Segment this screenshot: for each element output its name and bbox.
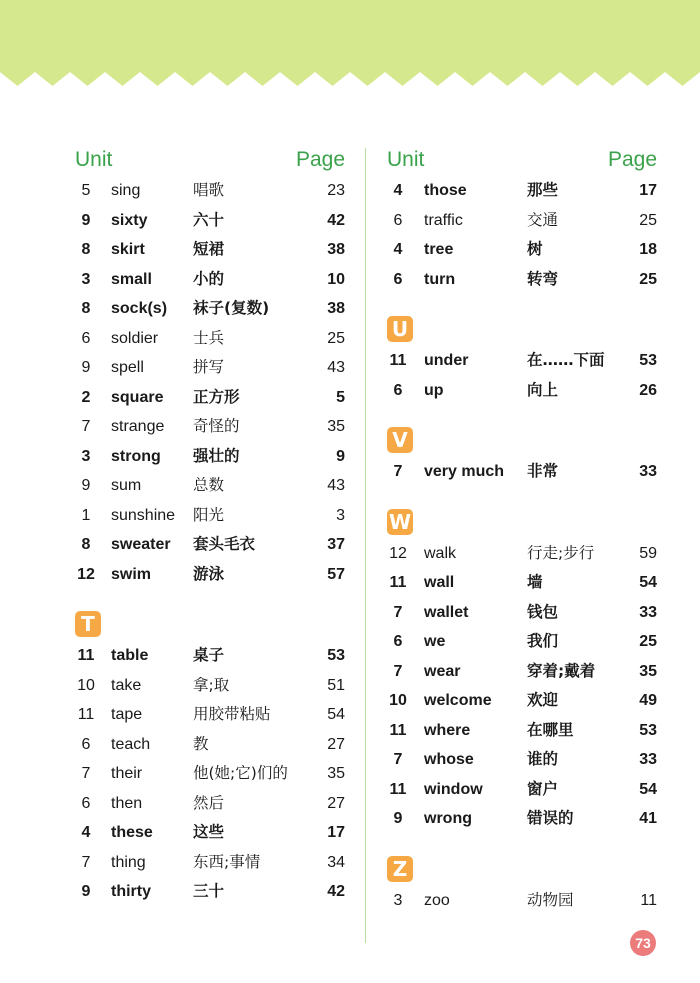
vocab-row	[387, 539, 657, 569]
english-word: welcome	[424, 692, 492, 709]
vocab-row	[75, 265, 345, 295]
unit-header: Unit	[387, 148, 425, 171]
chinese-meaning: 他(她;它)们的	[193, 764, 288, 782]
vocab-row	[75, 383, 345, 413]
vocab-row	[75, 560, 345, 590]
chinese-meaning: 阳光	[193, 505, 225, 524]
english-word: turn	[424, 270, 456, 288]
english-word: tape	[111, 706, 143, 723]
vocab-row	[75, 324, 345, 354]
page-ref: 51	[327, 676, 345, 694]
english-word: strong	[111, 447, 161, 465]
unit-header: Unit	[75, 148, 113, 171]
unit-number: 4	[393, 241, 403, 258]
chinese-meaning: 错误的	[527, 809, 574, 827]
unit-number: 11	[389, 721, 407, 739]
chinese-meaning: 唱歌	[193, 181, 225, 199]
chinese-meaning: 奇怪的	[193, 417, 240, 435]
vocab-row	[75, 412, 345, 442]
chinese-meaning: 短裙	[193, 240, 225, 258]
page-ref: 9	[336, 447, 345, 465]
page-ref: 43	[327, 359, 345, 376]
chinese-meaning: 向上	[527, 380, 559, 399]
english-word: sum	[111, 477, 142, 494]
chinese-meaning: 那些	[527, 181, 559, 199]
page-ref: 11	[640, 891, 657, 909]
vocab-row	[75, 294, 345, 324]
page-ref: 27	[327, 735, 345, 753]
english-word: wall	[424, 574, 455, 591]
chinese-meaning: 非常	[527, 462, 559, 480]
english-word: wear	[424, 662, 461, 680]
chinese-meaning: 强壮的	[193, 446, 240, 465]
left-column	[75, 146, 345, 907]
page-ref: 27	[327, 794, 345, 812]
vocab-row	[75, 442, 345, 472]
unit-number: 3	[81, 447, 91, 465]
w-section	[387, 539, 657, 834]
vocab-row	[75, 848, 345, 878]
unit-number: 6	[81, 794, 91, 812]
vocab-row	[387, 686, 657, 716]
chinese-meaning: 行走;步行	[527, 543, 595, 562]
unit-number: 11	[77, 647, 95, 664]
unit-number: 4	[393, 182, 403, 199]
unit-number: 9	[81, 477, 91, 494]
page-ref: 5	[336, 388, 345, 406]
vocab-row	[387, 886, 657, 916]
column-header	[387, 146, 657, 176]
chinese-meaning: 在……下面	[527, 351, 605, 369]
vocab-row	[75, 700, 345, 730]
vocab-row	[75, 789, 345, 819]
chinese-meaning: 交通	[527, 210, 559, 229]
page-ref: 57	[327, 565, 345, 583]
english-word: teach	[111, 735, 151, 753]
unit-number: 7	[81, 418, 91, 435]
english-word: wallet	[424, 603, 469, 621]
unit-number: 3	[393, 891, 403, 909]
vocab-row	[387, 775, 657, 805]
english-word: soldier	[111, 329, 159, 347]
english-word: where	[424, 721, 471, 739]
unit-number: 7	[393, 603, 403, 621]
page-ref: 35	[327, 418, 345, 435]
chinese-meaning: 拼写	[193, 358, 225, 376]
page-ref: 54	[327, 706, 345, 723]
english-word: sunshine	[111, 506, 176, 524]
column-divider	[365, 148, 366, 943]
unit-number: 7	[81, 765, 91, 782]
letter-badge-t: T	[75, 611, 101, 637]
vocab-row	[387, 265, 657, 295]
english-word: walk	[424, 544, 457, 562]
s-section	[75, 176, 345, 589]
unit-number: 1	[81, 506, 91, 524]
page-ref: 38	[327, 300, 345, 317]
vocab-row	[387, 376, 657, 406]
english-word: sing	[111, 182, 141, 199]
unit-number: 10	[389, 692, 407, 709]
english-word: these	[111, 824, 153, 841]
z-section	[387, 886, 657, 916]
vocab-row	[387, 745, 657, 775]
unit-number: 10	[77, 676, 95, 694]
page-ref: 34	[327, 853, 345, 871]
page-header: Page	[607, 148, 657, 171]
letter-badge-u: U	[387, 316, 413, 342]
letter-badge-w: W	[388, 509, 412, 534]
chinese-meaning: 士兵	[193, 328, 225, 347]
chinese-meaning: 欢迎	[527, 691, 559, 709]
page-ref: 54	[639, 574, 657, 591]
chinese-meaning: 谁的	[527, 750, 559, 768]
english-word: zoo	[424, 891, 450, 909]
column-header	[75, 146, 345, 176]
vocab-row	[75, 471, 345, 501]
english-word: sweater	[111, 536, 171, 553]
english-word: very much	[424, 463, 505, 480]
chinese-meaning: 东西;事情	[193, 852, 261, 871]
vocab-row	[75, 759, 345, 789]
english-word: under	[424, 352, 469, 369]
english-word: traffic	[424, 211, 463, 229]
chinese-meaning: 小的	[193, 269, 225, 288]
page-ref: 53	[639, 352, 657, 369]
page-ref: 35	[327, 765, 345, 782]
chinese-meaning: 用胶带粘贴	[193, 705, 271, 723]
unit-number: 7	[81, 853, 91, 871]
vocab-row	[387, 568, 657, 598]
chinese-meaning: 三十	[193, 882, 225, 900]
page-ref: 53	[639, 721, 657, 739]
right-column	[387, 146, 657, 915]
vocab-row	[387, 804, 657, 834]
page-ref: 23	[327, 182, 345, 199]
page-ref: 26	[639, 381, 657, 399]
t-section	[75, 641, 345, 907]
chinese-meaning: 总数	[193, 476, 225, 494]
vocab-row	[75, 353, 345, 383]
chinese-meaning: 转弯	[527, 269, 559, 288]
page-ref: 18	[639, 241, 657, 258]
page-ref: 33	[639, 751, 657, 768]
page-ref: 42	[327, 883, 345, 900]
page-ref: 33	[639, 603, 657, 621]
english-word: wrong	[424, 810, 472, 827]
page-ref: 41	[639, 810, 657, 827]
english-word: thirty	[111, 883, 151, 900]
english-word: window	[424, 780, 483, 798]
unit-number: 2	[81, 388, 91, 406]
vocab-row	[387, 657, 657, 687]
t-section-cont	[387, 176, 657, 294]
u-section	[387, 346, 657, 405]
top-banner	[0, 0, 700, 90]
chinese-meaning: 拿;取	[193, 675, 230, 694]
english-word: we	[424, 633, 446, 650]
vocab-row	[75, 501, 345, 531]
english-word: spell	[111, 359, 144, 376]
english-word: up	[424, 381, 444, 399]
unit-number: 6	[81, 735, 91, 753]
english-word: thing	[111, 853, 146, 871]
chinese-meaning: 树	[527, 240, 543, 258]
vocab-row	[75, 641, 345, 671]
vocab-row	[387, 346, 657, 376]
page-ref: 25	[639, 211, 657, 229]
unit-number: 6	[393, 633, 403, 650]
chinese-meaning: 我们	[527, 632, 559, 650]
v-section	[387, 457, 657, 487]
vocab-row	[387, 176, 657, 206]
chinese-meaning: 这些	[193, 823, 225, 841]
page-ref: 37	[327, 536, 345, 553]
chinese-meaning: 窗户	[527, 779, 559, 798]
vocab-row	[75, 530, 345, 560]
english-word: then	[111, 794, 143, 812]
vocab-row	[75, 818, 345, 848]
page-ref: 17	[639, 182, 657, 199]
vocab-row	[75, 730, 345, 760]
chinese-meaning: 然后	[193, 793, 225, 812]
page-ref: 59	[639, 544, 657, 562]
unit-number: 7	[393, 463, 403, 480]
chinese-meaning: 六十	[193, 210, 225, 229]
unit-number: 9	[393, 810, 403, 827]
english-word: skirt	[111, 241, 145, 258]
english-word: sixty	[111, 211, 148, 229]
chinese-meaning: 钱包	[527, 602, 559, 621]
chinese-meaning: 套头毛衣	[193, 535, 256, 553]
english-word: whose	[424, 751, 474, 768]
page-ref: 10	[327, 270, 345, 288]
english-word: square	[111, 388, 164, 406]
unit-number: 6	[393, 381, 403, 399]
vocab-row	[387, 457, 657, 487]
unit-number: 8	[81, 536, 91, 553]
page-ref: 38	[327, 241, 345, 258]
page-ref: 54	[639, 780, 657, 798]
letter-badge-v: V	[387, 427, 413, 453]
vocab-row	[75, 235, 345, 265]
vocab-row	[387, 235, 657, 265]
vocab-row	[75, 176, 345, 206]
unit-number: 8	[81, 300, 91, 317]
unit-number: 11	[77, 706, 95, 723]
vocab-row	[387, 716, 657, 746]
english-word: sock(s)	[111, 300, 168, 317]
unit-number: 9	[81, 359, 91, 376]
chinese-meaning: 教	[193, 734, 209, 753]
page-ref: 49	[639, 692, 657, 709]
unit-number: 6	[393, 211, 403, 229]
vocab-row	[75, 206, 345, 236]
unit-number: 11	[389, 780, 407, 798]
chinese-meaning: 动物园	[527, 890, 574, 909]
unit-number: 7	[393, 751, 403, 768]
unit-number: 11	[389, 574, 407, 591]
vocab-row	[75, 671, 345, 701]
english-word: swim	[111, 565, 152, 583]
unit-number: 8	[81, 241, 91, 258]
page-ref: 42	[327, 211, 345, 229]
chinese-meaning: 墙	[527, 573, 543, 591]
unit-number: 11	[389, 352, 407, 369]
page-ref: 43	[327, 477, 345, 494]
vocab-row	[387, 206, 657, 236]
vocab-row	[75, 877, 345, 907]
page-header: Page	[295, 148, 345, 171]
unit-number: 7	[393, 662, 403, 680]
page-ref: 33	[639, 463, 657, 480]
english-word: their	[111, 765, 143, 782]
unit-number: 6	[393, 270, 403, 288]
chinese-meaning: 正方形	[193, 387, 240, 406]
vocab-row	[387, 627, 657, 657]
english-word: tree	[424, 241, 454, 258]
page-number: 73	[630, 930, 656, 956]
chinese-meaning: 在哪里	[527, 720, 574, 739]
unit-number: 12	[389, 544, 407, 562]
page-ref: 25	[639, 270, 657, 288]
page-ref: 25	[327, 329, 345, 347]
chinese-meaning: 袜子(复数)	[193, 299, 270, 317]
page-ref: 3	[336, 506, 345, 524]
unit-number: 3	[81, 270, 91, 288]
english-word: small	[111, 270, 152, 288]
english-word: take	[111, 676, 142, 694]
letter-badge-z: Z	[387, 856, 413, 882]
page-ref: 17	[327, 824, 345, 841]
english-word: strange	[111, 418, 165, 435]
unit-number: 9	[81, 211, 91, 229]
unit-number: 5	[81, 182, 91, 199]
page-ref: 25	[639, 633, 657, 650]
unit-number: 6	[81, 329, 91, 347]
unit-number: 12	[77, 565, 95, 583]
english-word: table	[111, 647, 149, 664]
chinese-meaning: 桌子	[193, 646, 225, 664]
unit-number: 9	[81, 883, 91, 900]
chinese-meaning: 穿着;戴着	[527, 661, 596, 680]
english-word: those	[424, 182, 467, 199]
vocab-row	[387, 598, 657, 628]
unit-number: 4	[81, 824, 91, 841]
page-ref: 53	[327, 647, 345, 664]
page-ref: 35	[639, 662, 657, 680]
chinese-meaning: 游泳	[193, 564, 225, 583]
